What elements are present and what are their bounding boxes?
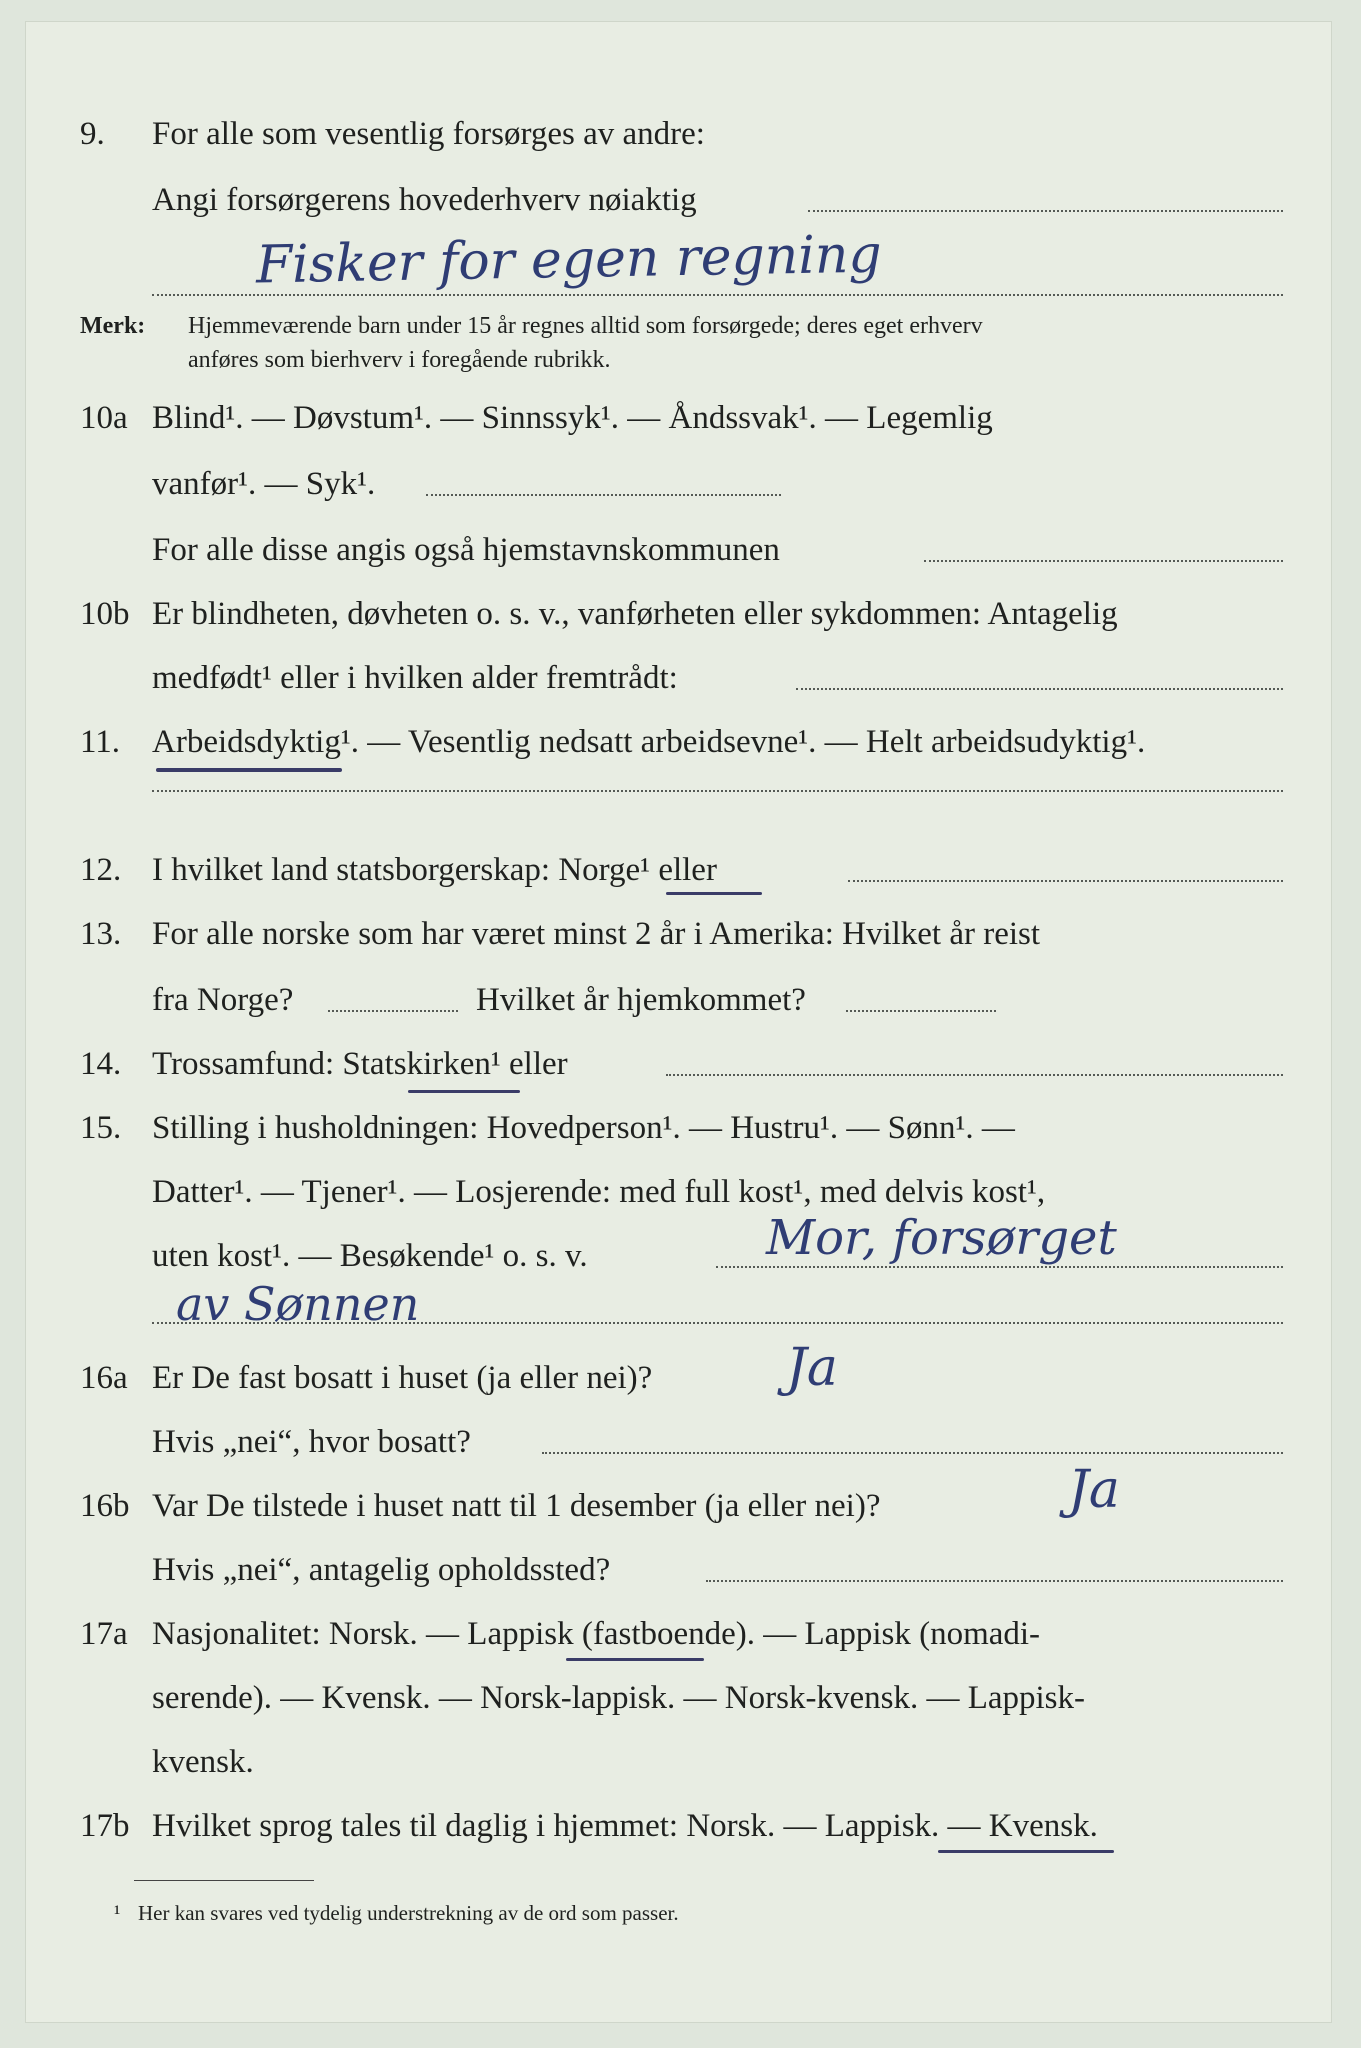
footnote-text: Her kan svares ved tydelig understrekning av de ord som passer.: [138, 1901, 679, 1925]
q13-line2b: Hvilket år hjemkommet?: [476, 982, 806, 1018]
q17a-line3: kvensk.: [152, 1744, 254, 1780]
q16b-handwritten-answer: Ja: [1068, 1460, 1120, 1520]
q10b-line1: Er blindheten, døvheten o. s. v., vanførheten eller sykdommen: Antagelig: [152, 596, 1118, 632]
q17a-line1: Nasjonalitet: Norsk. — Lappisk (fastboende). — Lappisk (nomadi-: [152, 1616, 1041, 1652]
q14-handwritten-underline: [408, 1090, 520, 1093]
q15-answer-line: [152, 1322, 1283, 1324]
q10a-home-field: [924, 560, 1283, 562]
q13-year-left-field: [328, 1010, 458, 1012]
q15-handwritten-answer-1: Mor, forsørget: [766, 1210, 1117, 1266]
q17a-handwritten-underline: [566, 1658, 704, 1661]
q11-dotted-line: [152, 790, 1283, 792]
q9-dotted-field: [808, 210, 1283, 212]
q16b-number: 16b: [80, 1488, 130, 1524]
q9-answer-line: [152, 294, 1283, 296]
q16b-line2: Hvis „nei“, antagelig opholdssted?: [152, 1552, 611, 1588]
q13-line1: For alle norske som har været minst 2 år i Amerika: Hvilket år reist: [152, 916, 1041, 952]
merk-line1: Hjemmeværende barn under 15 år regnes alltid som forsørgede; deres eget erhverv: [188, 313, 983, 339]
q15-number: 15.: [80, 1110, 122, 1146]
q15-dotted-field: [716, 1266, 1283, 1268]
q10a-line3: For alle disse angis også hjemstavnskommunen: [152, 532, 780, 568]
q12-handwritten-underline: [666, 892, 762, 895]
q17b-line1: Hvilket sprog tales til daglig i hjemmet: Norsk. — Lappisk. — Kvensk.: [152, 1808, 1098, 1844]
q11-line1: Arbeidsdyktig¹. — Vesentlig nedsatt arbeidsevne¹. — Helt arbeidsudyktig¹.: [152, 724, 1146, 760]
q14-dotted-field: [666, 1074, 1283, 1076]
q16a-number: 16a: [80, 1360, 128, 1396]
q12-dotted-field: [848, 880, 1283, 882]
q11-number: 11.: [80, 724, 121, 760]
census-form-page: [26, 22, 1331, 2022]
q10a-line2: vanfør¹. — Syk¹.: [152, 466, 376, 502]
q10b-number: 10b: [80, 596, 130, 632]
q17a-number: 17a: [80, 1616, 128, 1652]
q10a-number: 10a: [80, 400, 128, 436]
merk-line2: anføres som bierhverv i foregående rubrikk.: [188, 347, 611, 373]
q9-handwritten-answer: Fisker for egen regning: [255, 224, 883, 296]
q9-number: 9.: [80, 116, 105, 152]
q14-line1: Trossamfund: Statskirken¹ eller: [152, 1046, 568, 1082]
q14-number: 14.: [80, 1046, 122, 1082]
q11-handwritten-underline: [156, 768, 342, 772]
q16a-dotted-field: [542, 1452, 1283, 1454]
q9-line2: Angi forsørgerens hovederhverv nøiaktig: [152, 182, 697, 218]
q13-number: 13.: [80, 916, 122, 952]
merk-label: Merk:: [80, 313, 146, 339]
q17a-line2: serende). — Kvensk. — Norsk-lappisk. — Norsk-kvensk. — Lappisk-: [152, 1680, 1086, 1716]
q10a-dotted-field: [426, 494, 781, 496]
q10a-line1: Blind¹. — Døvstum¹. — Sinnssyk¹. — Åndssvak¹. — Legemlig: [152, 400, 993, 436]
q15-line3: uten kost¹. — Besøkende¹ o. s. v.: [152, 1238, 588, 1274]
footnote-rule: [134, 1880, 314, 1881]
q16a-handwritten-answer: Ja: [786, 1338, 838, 1398]
q16b-dotted-field: [706, 1580, 1283, 1582]
q12-line1: I hvilket land statsborgerskap: Norge¹ eller: [152, 852, 717, 888]
q10b-line2: medfødt¹ eller i hvilken alder fremtrådt:: [152, 660, 678, 696]
q16a-line1: Er De fast bosatt i huset (ja eller nei)?: [152, 1360, 653, 1396]
q16b-line1: Var De tilstede i huset natt til 1 desember (ja eller nei)?: [152, 1488, 881, 1524]
q13-line2a: fra Norge?: [152, 982, 294, 1018]
q15-handwritten-answer-2: av Sønnen: [176, 1277, 420, 1331]
footnote-mark: ¹: [114, 1901, 121, 1925]
q13-year-back-field: [846, 1010, 996, 1012]
q10b-dotted-field: [796, 688, 1283, 690]
q15-line1: Stilling i husholdningen: Hovedperson¹. — Hustru¹. — Sønn¹. —: [152, 1110, 1015, 1146]
q15-line2: Datter¹. — Tjener¹. — Losjerende: med full kost¹, med delvis kost¹,: [152, 1174, 1046, 1210]
q12-number: 12.: [80, 852, 122, 888]
q17b-number: 17b: [80, 1808, 130, 1844]
q9-line1: For alle som vesentlig forsørges av andre:: [152, 116, 705, 152]
q16a-line2: Hvis „nei“, hvor bosatt?: [152, 1424, 471, 1460]
q17b-handwritten-underline: [938, 1850, 1114, 1853]
